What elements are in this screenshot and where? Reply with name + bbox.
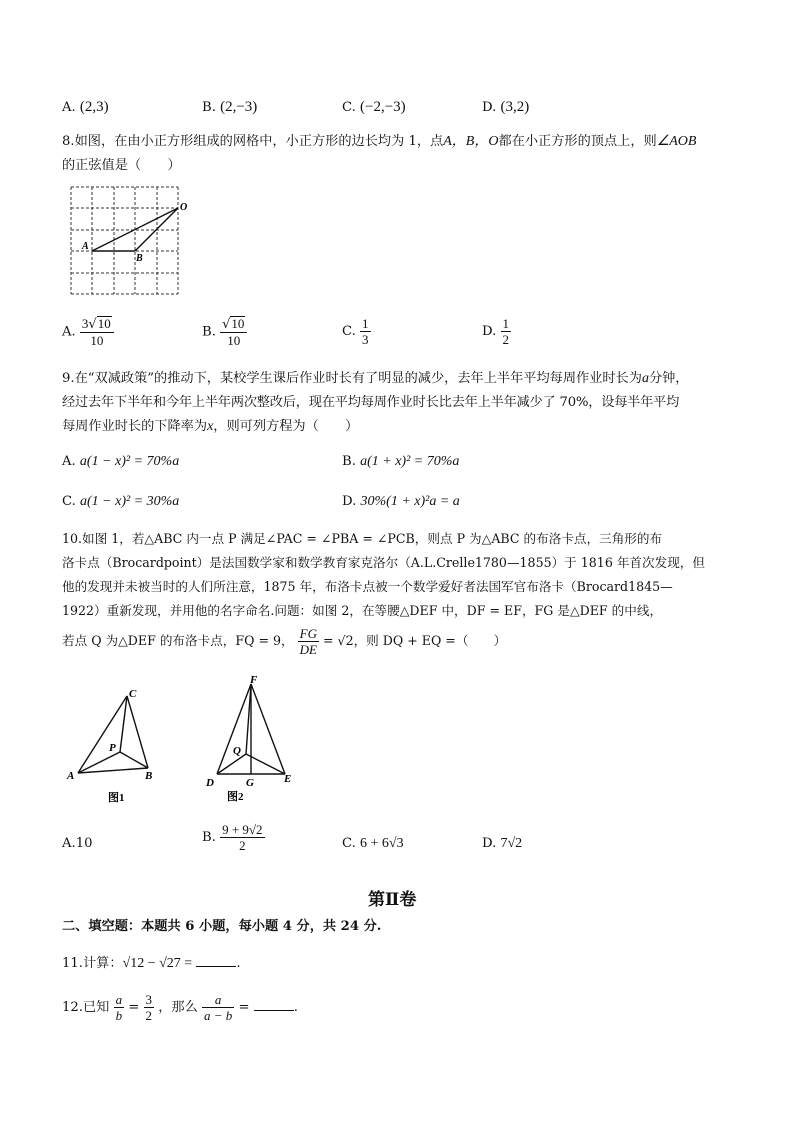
q8-option-c: C. $\frac{1}{3}$ bbox=[342, 316, 369, 347]
label-a: A bbox=[82, 241, 89, 252]
fig1-caption: 图1 bbox=[108, 792, 125, 804]
q9-option-a: A. a(1 − x)² = 70%a bbox=[62, 454, 180, 469]
fig1-label-p: P bbox=[109, 742, 116, 754]
q7-option-d: D. (3,2) bbox=[482, 99, 530, 115]
label-b: B bbox=[136, 253, 143, 264]
q9-stem-line3: 每周作业时长的下降率为x，则可列方程为（ ） bbox=[62, 419, 359, 434]
q7-option-b: B. (2,−3) bbox=[202, 99, 258, 115]
q8-stem-line1: 8.如图，在由小正方形组成的网格中，小正方形的边长均为 1，点A，B，O都在小正方形的顶点上，则∠AOB bbox=[62, 134, 697, 149]
part2-title: 第Ⅱ卷 bbox=[368, 890, 417, 910]
fill-blank-section-heading: 二、填空题：本题共 6 小题，每小题 4 分，共 24 分. bbox=[62, 919, 382, 934]
q10-stem-line5: 若点 Q 为△DEF 的布洛卡点，FQ = 9， $\frac{FG}{DE}$ = √2，则 DQ + EQ =（ ） bbox=[62, 626, 507, 657]
q10-figure1 bbox=[64, 684, 164, 806]
fig1-label-b: B bbox=[145, 770, 153, 782]
q8-option-d: D. $\frac{1}{2}$ bbox=[482, 316, 509, 347]
fig2-label-g: G bbox=[246, 777, 254, 789]
q10-stem-line4: 1922）重新发现，并用他的名字命名.问题：如图 2，在等腰△DEF 中，DF = EF，FG 是△DEF 的中线， bbox=[62, 603, 663, 618]
q8-option-b: B. $\frac{√10}{10}$ bbox=[202, 316, 247, 348]
label-o: O bbox=[180, 202, 188, 213]
fig1-label-c: C bbox=[129, 688, 137, 700]
q10-stem-line3: 他的发现并未被当时的人们所注意，1875 年，布洛卡点被一个数学爱好者法国军官布洛卡（Brocard1845— bbox=[62, 579, 673, 594]
q11: 11.计算：√12 − √27 = . bbox=[62, 956, 241, 971]
q9-option-d: D. 30%(1 + x)²a = a bbox=[342, 494, 460, 509]
q7-option-a: A. (2,3) bbox=[62, 99, 109, 115]
q8-option-a: A. $\frac{3√10}{10}$ bbox=[62, 316, 114, 348]
fig2-label-q: Q bbox=[233, 745, 241, 757]
q12-answer-blank[interactable] bbox=[254, 998, 294, 1011]
fig2-caption: 图2 bbox=[227, 791, 244, 803]
q12: 12.已知 $\frac{a}{b}$ = $\frac{3}{2}$ ，那么 $\frac{a}{a - b}$ = . bbox=[62, 992, 298, 1023]
fig2-label-d: D bbox=[206, 777, 214, 789]
q10-figure2 bbox=[200, 672, 300, 806]
q9-option-b: B. a(1 + x)² = 70%a bbox=[342, 454, 460, 469]
fig2-label-e: E bbox=[284, 773, 292, 785]
q10-stem-line2: 洛卡点（Brocardpoint）是法国数学家和数学教育家克洛尔（A.L.Crelle1780—1855）于 1816 年首次发现，但 bbox=[62, 555, 705, 570]
q9-stem-line1: 9.在“双减政策”的推动下，某校学生课后作业时长有了明显的减少，去年上半年平均每周作业时长为a分钟， bbox=[62, 371, 689, 386]
q10-option-d: D. 7√2 bbox=[482, 836, 523, 851]
q10-option-c: C. 6 + 6√3 bbox=[342, 836, 404, 851]
q10-stem-line1: 10.如图 1，若△ABC 内一点 P 满足∠PAC = ∠PBA = ∠PCB，则点 P 为△ABC 的布洛卡点，三角形的布 bbox=[62, 531, 663, 546]
fig1-label-a: A bbox=[67, 770, 75, 782]
q11-answer-blank[interactable] bbox=[196, 954, 236, 967]
q9-stem-line2: 经过去年下半年和今年上半年两次整改后，现在平均每周作业时长比去年上半年减少了 70%，设每半年平均 bbox=[62, 395, 680, 410]
q10-option-b: B. $\frac{9 + 9√2}{2}$ bbox=[202, 822, 263, 853]
q10-option-a: A.10 bbox=[62, 836, 93, 851]
q9-option-c: C. a(1 − x)² = 30%a bbox=[62, 494, 180, 509]
q8-grid-figure bbox=[66, 183, 190, 299]
q7-option-c: C. (−2,−3) bbox=[342, 99, 406, 115]
q8-stem-line2: 的正弦值是（ ） bbox=[62, 158, 181, 173]
fig2-label-f: F bbox=[250, 674, 258, 686]
